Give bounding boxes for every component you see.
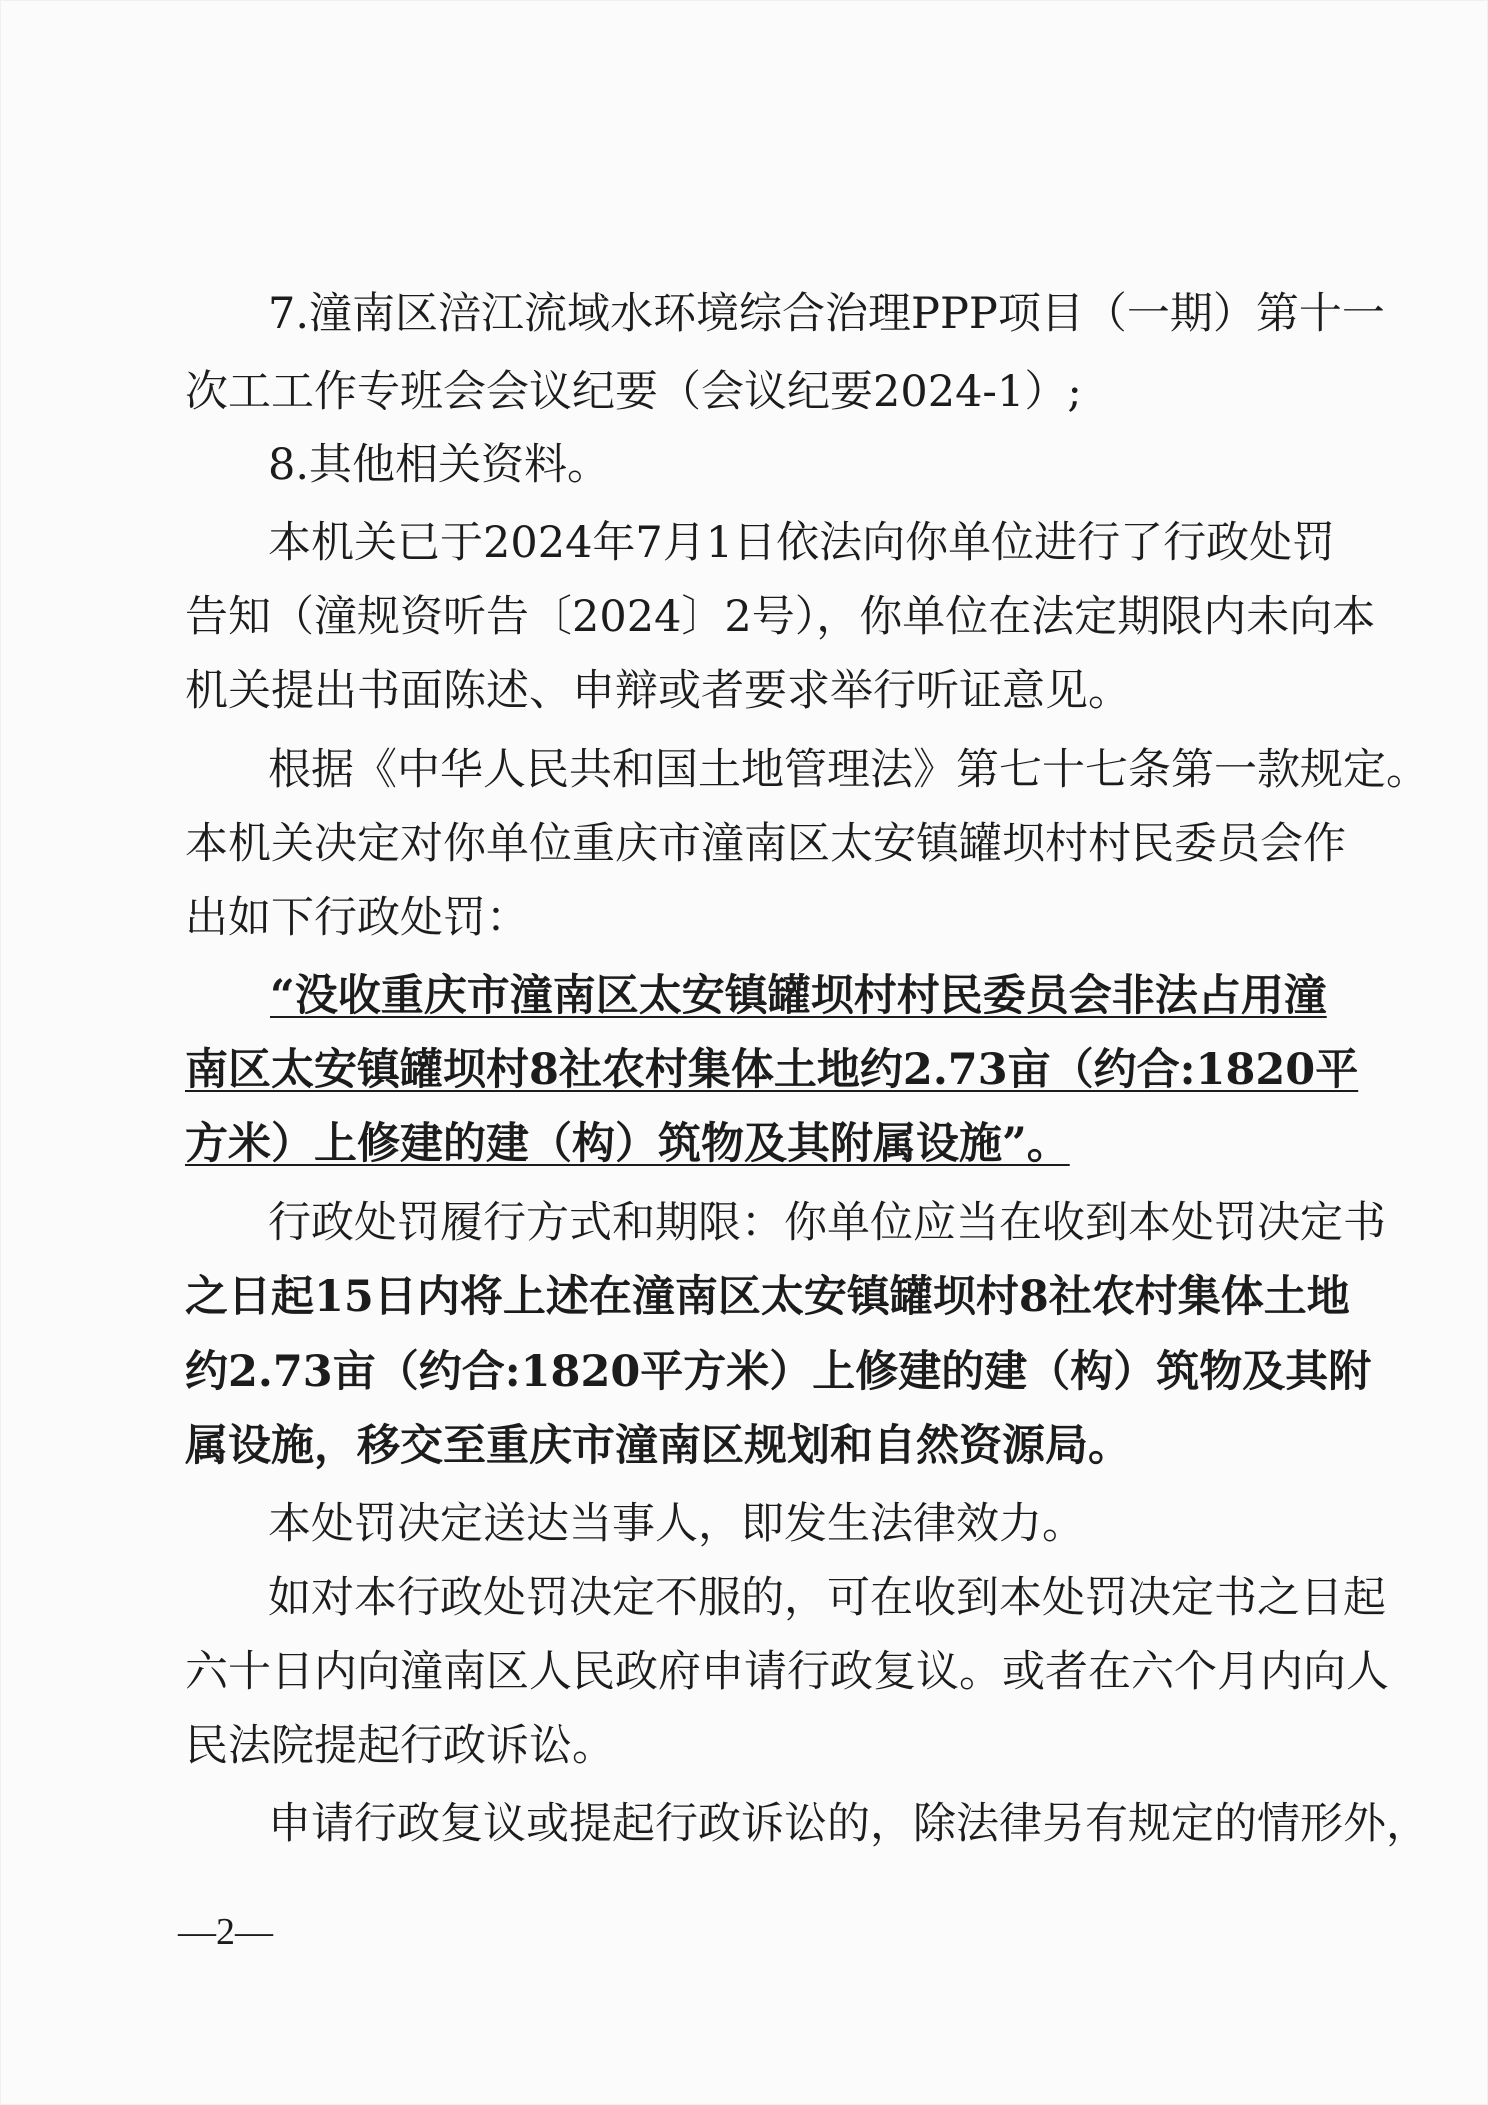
penalty-quote-line-3: 方米）上修建的建（构）筑物及其附属设施”。 <box>185 1119 1070 1169</box>
body-line-18: 如对本行政处罚决定不服的，可在收到本处罚决定书之日起 <box>268 1573 1386 1623</box>
body-line-5: 告知（潼规资听告〔2024〕2号），你单位在法定期限内未向本 <box>185 592 1376 642</box>
penalty-quote-line-1: “没收重庆市潼南区太安镇罐坝村村民委员会非法占用潼 <box>270 971 1327 1021</box>
body-line-15: 约2.73亩（约合:1820平方米）上修建的建（构）筑物及其附 <box>185 1347 1372 1397</box>
body-line-20: 民法院提起行政诉讼。 <box>185 1721 615 1771</box>
body-line-19: 六十日内向潼南区人民政府申请行政复议。或者在六个月内向人 <box>185 1647 1389 1697</box>
body-line-1: 7.潼南区涪江流域水环境综合治理PPP项目（一期）第十一 <box>268 289 1385 339</box>
body-line-7: 根据《中华人民共和国土地管理法》第七十七条第一款规定。 <box>268 745 1429 795</box>
body-line-14: 之日起15日内将上述在潼南区太安镇罐坝村8社农村集体土地 <box>185 1272 1350 1322</box>
penalty-quote-line-2: 南区太安镇罐坝村8社农村集体土地约2.73亩（约合:1820平 <box>185 1045 1359 1095</box>
body-line-16: 属设施，移交至重庆市潼南区规划和自然资源局。 <box>185 1421 1131 1471</box>
body-line-9: 出如下行政处罚： <box>185 893 529 943</box>
body-line-13: 行政处罚履行方式和期限：你单位应当在收到本处罚决定书 <box>268 1198 1386 1248</box>
body-line-2: 次工工作专班会会议纪要（会议纪要2024-1）; <box>185 367 1082 417</box>
body-line-3: 8.其他相关资料。 <box>268 440 611 490</box>
body-line-8: 本机关决定对你单位重庆市潼南区太安镇罐坝村村民委员会作 <box>185 819 1346 869</box>
body-line-17: 本处罚决定送达当事人，即发生法律效力。 <box>268 1499 1085 1549</box>
body-line-21: 申请行政复议或提起行政诉讼的，除法律另有规定的情形外， <box>268 1799 1429 1849</box>
page-number: —2— <box>178 1911 273 1953</box>
body-line-4: 本机关已于2024年7月1日依法向你单位进行了行政处罚 <box>268 518 1336 568</box>
body-line-6: 机关提出书面陈述、申辩或者要求举行听证意见。 <box>185 666 1131 716</box>
